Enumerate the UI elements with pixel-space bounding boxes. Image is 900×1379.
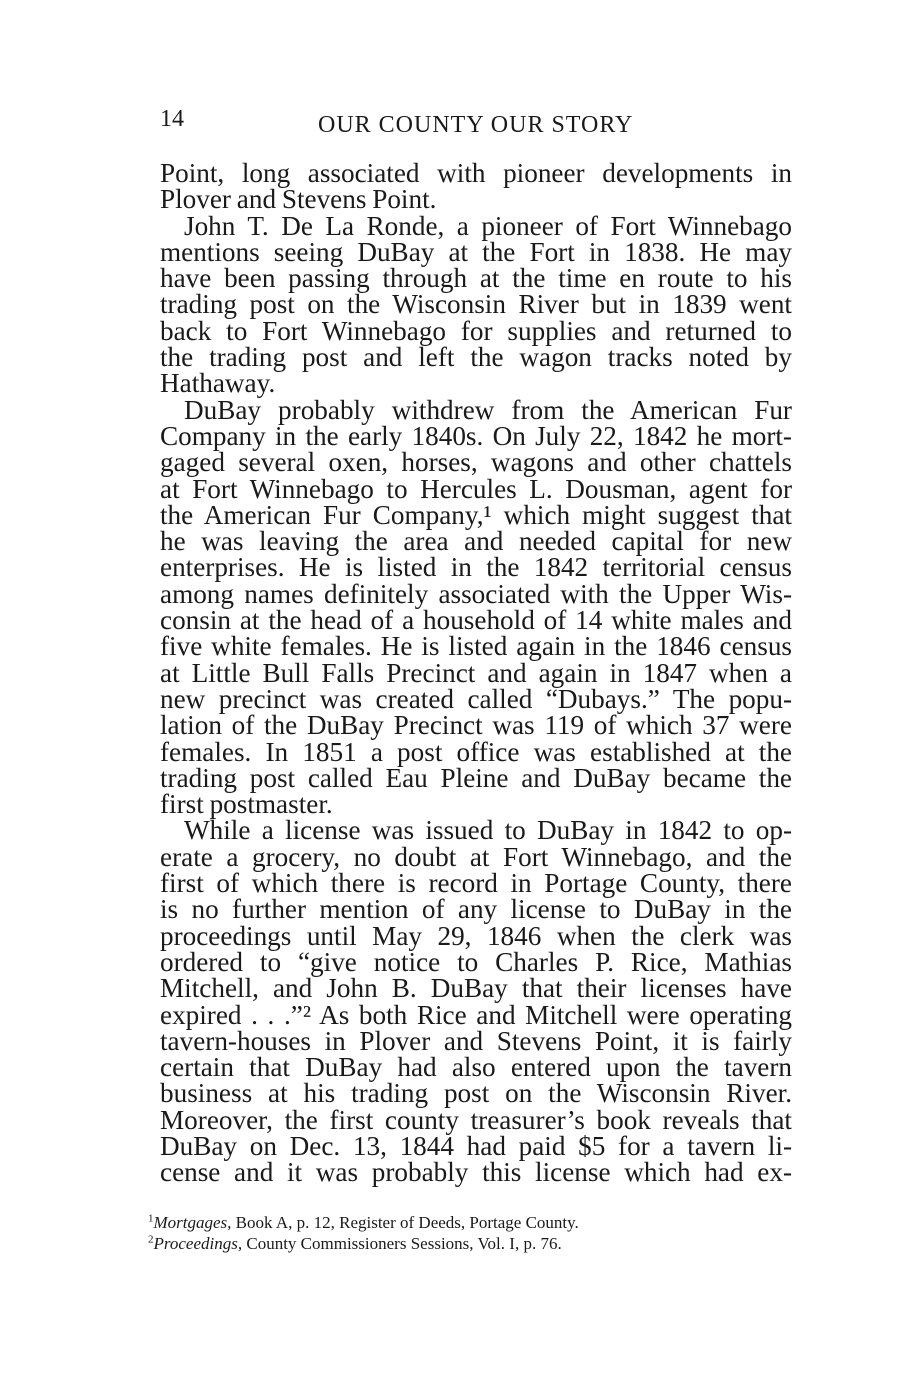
footnote-text: Book A, p. 12, Register of Deeds, Portage County. bbox=[231, 1213, 579, 1232]
text-line: ordered to “give notice to Charles P. Rice, Mathias bbox=[160, 946, 792, 977]
text-line: he was leaving the area and needed capital for new bbox=[160, 526, 792, 557]
text-line: certain that DuBay had also entered upon the tavern bbox=[160, 1052, 792, 1083]
running-title: OUR COUNTY OUR STORY bbox=[318, 112, 634, 138]
text-line: the American Fur Company,¹ which might suggest that bbox=[160, 499, 792, 530]
text-line: females. In 1851 a post office was established at the bbox=[160, 736, 792, 767]
text-line: John T. De La Ronde, a pioneer of Fort Winnebago bbox=[184, 210, 792, 241]
text-line: erate a grocery, no doubt at Fort Winnebago, and the bbox=[160, 841, 792, 872]
footnote-marker: 2 bbox=[148, 1233, 154, 1246]
text-line: at Fort Winnebago to Hercules L. Dousman, agent for bbox=[160, 473, 792, 504]
footnotes bbox=[148, 1212, 808, 1254]
text-line: tavern-houses in Plover and Stevens Point, it is fairly bbox=[160, 1025, 792, 1056]
text-line: Point, long associated with pioneer developments in bbox=[160, 158, 792, 188]
footnote-marker: 1 bbox=[148, 1212, 154, 1225]
text-line: enterprises. He is listed in the 1842 territorial census bbox=[160, 552, 792, 583]
text-line: back to Fort Winnebago for supplies and returned to bbox=[160, 315, 792, 346]
text-line: first postmaster. bbox=[160, 789, 333, 820]
text-line: first of which there is record in Portage County, there bbox=[160, 868, 792, 899]
text-line: is no further mention of any license to DuBay in the bbox=[160, 894, 792, 925]
footnote-1 bbox=[148, 1212, 808, 1233]
text-line: cense and it was probably this license which had ex- bbox=[160, 1157, 792, 1188]
text-line: Company in the early 1840s. On July 22, 1842 he mort- bbox=[160, 420, 792, 451]
paragraph-4 bbox=[160, 815, 792, 1188]
text-line: While a license was issued to DuBay in 1842 to op- bbox=[184, 815, 792, 846]
paragraph-1 bbox=[160, 160, 792, 213]
text-line: business at his trading post on the Wisconsin River. bbox=[160, 1078, 792, 1109]
text-line: at Little Bull Falls Precinct and again in 1847 when a bbox=[160, 657, 792, 688]
text-line: DuBay probably withdrew from the American Fur bbox=[184, 394, 792, 425]
text-line: among names definitely associated with the Upper Wis- bbox=[160, 578, 792, 609]
page-number: 14 bbox=[160, 106, 184, 132]
text-line: Plover and Stevens Point. bbox=[160, 184, 437, 215]
text-line: trading post called Eau Pleine and DuBay became the bbox=[160, 762, 792, 793]
text-line: expired . . .”² As both Rice and Mitchell were operating bbox=[160, 999, 792, 1030]
body-text bbox=[160, 160, 792, 1186]
paragraph-2 bbox=[160, 210, 792, 399]
text-line: lation of the DuBay Precinct was 119 of which 37 were bbox=[160, 710, 792, 741]
text-line: Hathaway. bbox=[160, 368, 276, 399]
paragraph-3 bbox=[160, 394, 792, 820]
text-line: trading post on the Wisconsin River but in 1839 went bbox=[160, 289, 792, 320]
text-line: Mitchell, and John B. DuBay that their licenses have bbox=[160, 973, 792, 1004]
text-line: the trading post and left the wagon tracks noted by bbox=[160, 342, 792, 373]
text-line: Moreover, the first county treasurer’s book reveals that bbox=[160, 1104, 792, 1135]
text-line: gaged several oxen, horses, wagons and other chattels bbox=[160, 447, 792, 478]
footnote-2 bbox=[148, 1233, 808, 1254]
text-line: new precinct was created called “Dubays.” The popu- bbox=[160, 683, 792, 714]
text-line: have been passing through at the time en route to his bbox=[160, 263, 792, 294]
footnote-source-title: Proceedings, bbox=[153, 1234, 243, 1253]
footnote-text: County Commissioners Sessions, Vol. I, p. 76. bbox=[242, 1234, 562, 1253]
text-line: five white females. He is listed again in the 1846 census bbox=[160, 631, 792, 662]
text-line: mentions seeing DuBay at the Fort in 1838. He may bbox=[160, 236, 792, 267]
running-head bbox=[160, 104, 790, 144]
text-line: DuBay on Dec. 13, 1844 had paid $5 for a tavern li- bbox=[160, 1130, 792, 1161]
text-line: consin at the head of a household of 14 white males and bbox=[160, 605, 792, 636]
footnote-source-title: Mortgages, bbox=[153, 1213, 232, 1232]
text-line: proceedings until May 29, 1846 when the clerk was bbox=[160, 920, 792, 951]
